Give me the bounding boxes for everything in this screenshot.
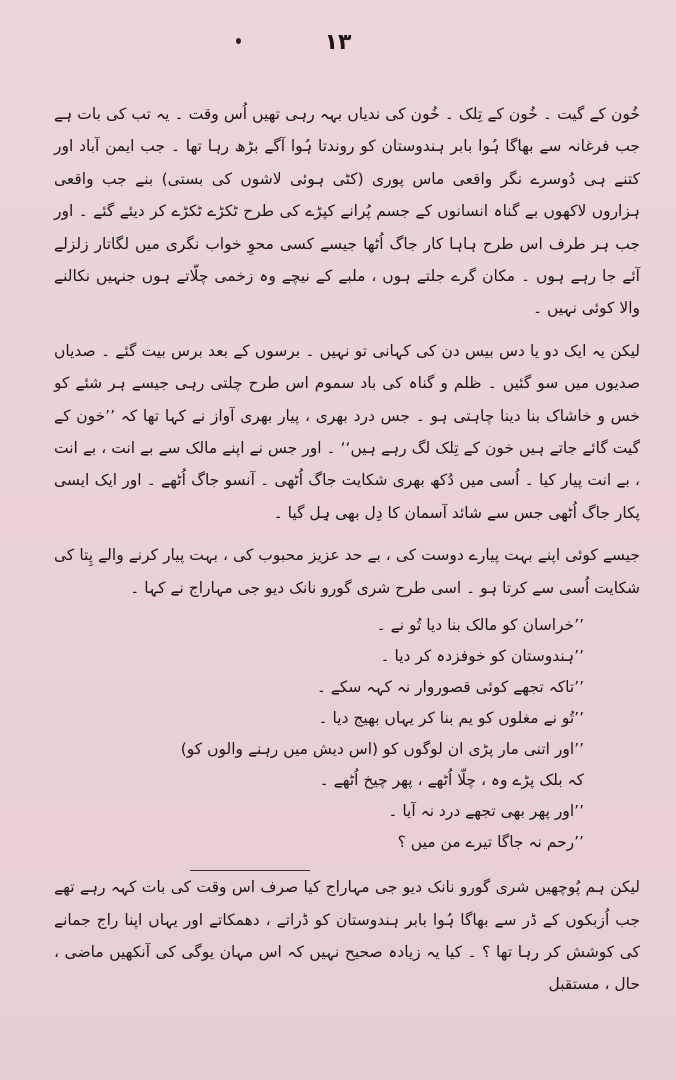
verse-line-2: ’’ہندوستان کو خوفزدہ کر دیا ۔ [380,647,584,666]
page-body [54,98,640,1001]
closing-paragraph: لیکن ہم پُوچھیں شری گورو نانک دیو جی مہاراج کیا صرف اس وقت کی بات کہہ رہے تھے جب اُزبکوں کے ڈر سے بھاگا ہُوا بابر ہندوستان کو ڈراتے ، دھمکاتے اور یہاں اپنا راج جمانے کی کوشش کر رہا تھا ؟ ۔ کیا یہ زیادہ صحیح نہیں کہ اس مہان یوگی کی آنکھیں ماضی ، حال ، مستقبل [54,878,640,994]
verse-line-6: کہ بلک پڑے وہ ، چلّا اُٹھے ، پھر چیخ اُٹھے ۔ [319,771,584,790]
verse-line-8: ’’رحم نہ جاگا تیرے من میں ؟ [397,833,584,852]
paragraph-3: جیسے کوئی اپنے بہت پیارے دوست کی ، بے حد عزیز محبوب کی ، بہت پیار کرنے والے پِتا کی شکایت اُسی سے کرتا ہو ۔ اسی طرح شری گورو نانک دیو جی مہاراج نے کہا ۔ [54,546,640,597]
page-number: ۱۳ [324,30,352,55]
paragraph-gap [54,325,640,335]
quoted-verses [54,610,640,858]
verse-line-3: ’’تاکہ تجھے کوئی قصوروار نہ کہہ سکے ۔ [316,678,584,697]
paragraph-1: خُون کے گیت ۔ خُون کے تِلک ۔ خُون کی ندیاں بہہ رہی تھیں اُس وقت ۔ یہ تب کی بات ہے جب فرغانہ سے بھاگا ہُوا بابر ہندوستان کو روندتا ہُوا آگے بڑھ رہا تھا ۔ جب ایمن آباد اور کتنے ہی دُوسرے نگر واقعی ماس پوری (کٹی ہوئی لاشوں کی بستی) بنے جب واقعی ہزاروں لاکھوں بے گناہ انسانوں کے جسم پُرانے کپڑے کی طرح ٹکڑے ٹکڑے کر دیئے گئے ۔ اور جب ہر طرف اس طرح ہاہا کار جاگ اُٹھا جیسے کسی محوِ خواب نگری میں لگاتار زلزلے آئے جا رہے ہوں ۔ مکان گرے جلتے ہوں ، ملبے کے نیچے وہ زخمی چلّاتے ہوں جنہیں نکالنے والا کوئی نہیں ۔ [54,105,640,318]
verse-line-5: ’’اور اتنی مار پڑی ان لوگوں کو (اس دیش میں رہنے والوں کو) [180,740,584,759]
verse-line-7: ’’اور پھر بھی تجھے درد نہ آیا ۔ [388,802,584,821]
verse-line-4: ’’تُو نے مغلوں کو یم بنا کر یہاں بھیج دیا ۔ [318,709,584,728]
paragraph-2: لیکن یہ ایک دو یا دس بیس دن کی کہانی تو نہیں ۔ برسوں کے بعد برس بیت گئے ۔ صدیاں صدیوں میں سو گئیں ۔ ظلم و گناہ کی باد سموم اس طرح چلتی رہی جیسے ہر شئے کو خس و خاشاک بنا دینا چاہتی ہو ۔ جس درد بھری ، پیار بھری آواز نے کہا تھا کہ ’’خون کے گیت گائے جاتے ہیں خون کے تِلک لگ رہے ہیں‘‘ ۔ اور جس نے اپنے مالک سے بے انت ، بے انت ، بے انت پیار کیا ۔ اُسی میں دُکھ بھری شکایت جاگ اُٹھی ۔ آنسو جاگ اُٹھے ۔ اور ایک ایسی پکار جاگ اُٹھی جس سے شائد آسمان کا دِل بھی ہِل گیا ۔ [54,341,640,522]
paragraph-gap [54,529,640,539]
verse-line-1: ’’خراسان کو مالک بنا دیا تُو نے ۔ [376,616,584,635]
